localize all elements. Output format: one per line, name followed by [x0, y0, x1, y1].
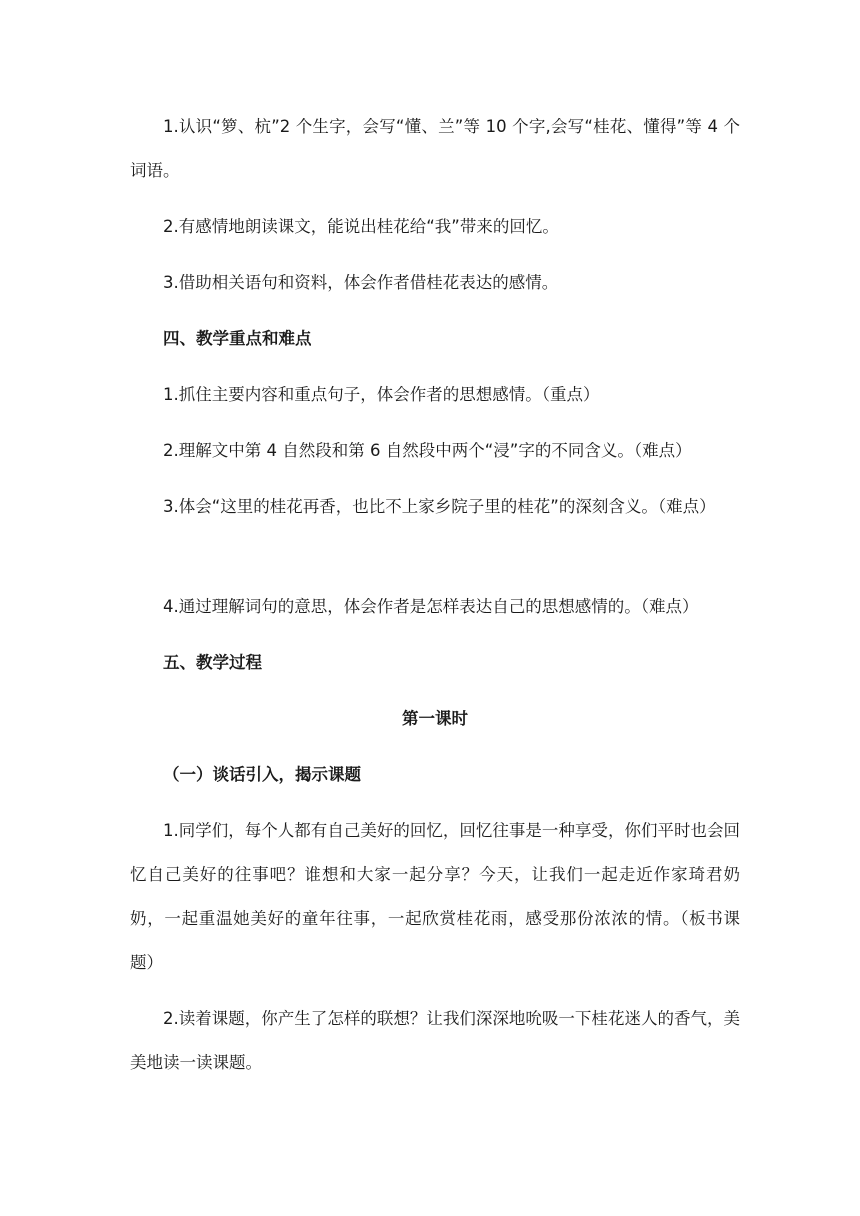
- objective-2: 2.有感情地朗读课文，能说出桂花给“我”带来的回忆。: [163, 217, 559, 236]
- objective-3: 3.借助相关语句和资料，体会作者借桂花表达的感情。: [163, 273, 559, 292]
- key-point-1: 1.抓住主要内容和重点句子，体会作者的思想感情。（重点）: [163, 385, 600, 404]
- key-point-3: 3.体会“这里的桂花再香，也比不上家乡院子里的桂花”的深刻含义。（难点）: [163, 497, 716, 516]
- lesson-title: 第一课时: [402, 709, 468, 728]
- objective-1: 1.认识“箩、杭”2 个生字，会写“懂、兰”等 10 个字,会写“桂花、懂得”等 4 个词语。: [130, 117, 740, 180]
- key-point-2: 2.理解文中第 4 自然段和第 6 自然段中两个“浸”字的不同含义。（难点）: [163, 441, 692, 460]
- key-point-4: 4.通过理解词句的意思，体会作者是怎样表达自己的思想感情的。（难点）: [163, 597, 699, 616]
- process-paragraph-1: 1.同学们，每个人都有自己美好的回忆，回忆往事是一种享受，你们平时也会回忆自己美好的往事吧？谁想和大家一起分享？今天，让我们一起走近作家琦君奶奶，一起重温她美好的童年往事，一起欣赏桂花雨，感受那份浓浓的情。（板书课题）: [130, 821, 740, 972]
- sub-heading: （一）谈话引入，揭示课题: [163, 765, 361, 784]
- section-4-heading: 四、教学重点和难点: [163, 329, 312, 348]
- process-paragraph-2: 2.读着课题，你产生了怎样的联想？让我们深深地吮吸一下桂花迷人的香气，美美地读一读课题。: [130, 1009, 740, 1072]
- section-5-heading: 五、教学过程: [163, 653, 262, 672]
